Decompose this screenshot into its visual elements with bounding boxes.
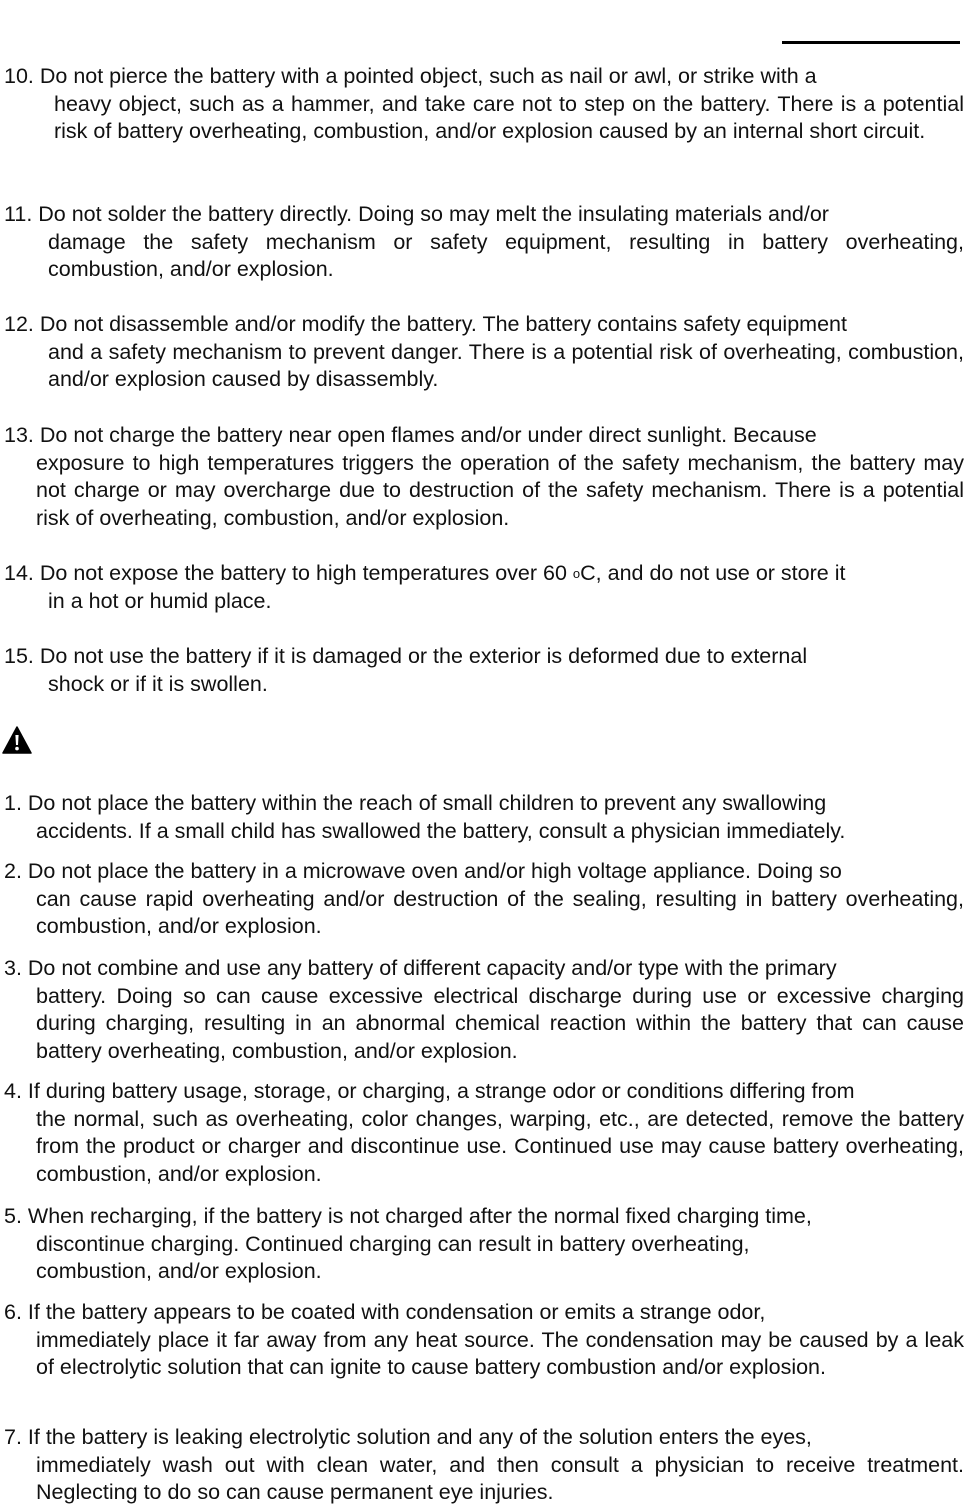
header-rule: [782, 41, 960, 44]
item-continuation: exposure to high temperatures triggers the operation of the safety mechanism, the battery may not charge or may overcharge due to destruction of the safety mechanism. There is a potential risk of overheating, combustion, and/or explosion.: [36, 450, 964, 530]
item-first-line: 14. Do not expose the battery to high temperatures over 60 $^o$C, and do not use or store it: [4, 561, 846, 585]
item-continuation: discontinue charging. Continued charging can result in battery overheating,: [36, 1231, 750, 1256]
caution-item-6: [4, 1299, 964, 1382]
warning-triangle-icon: [2, 726, 32, 754]
item-first-line: 7. If the battery is leaking electrolytic solution and any of the solution enters the eyes,: [4, 1425, 812, 1449]
item-continuation: shock or if it is swollen.: [48, 671, 268, 696]
warning-item-13: [4, 422, 964, 532]
item-first-line: 10. Do not pierce the battery with a pointed object, such as nail or awl, or strike with a: [4, 64, 817, 88]
item-continuation: can cause rapid overheating and/or destruction of the sealing, resulting in battery overheating, combustion, and/or explosion.: [36, 886, 964, 938]
warning-item-14: [4, 560, 964, 615]
item-first-line: 5. When recharging, if the battery is not charged after the normal fixed charging time,: [4, 1204, 812, 1228]
item-continuation: in a hot or humid place.: [48, 588, 272, 613]
item-continuation: accidents. If a small child has swallowed the battery, consult a physician immediately.: [36, 818, 846, 843]
item-continuation-2: combustion, and/or explosion.: [36, 1259, 322, 1283]
caution-item-5: [4, 1203, 964, 1286]
warning-item-12: [4, 311, 964, 394]
item-first-line: 13. Do not charge the battery near open flames and/or under direct sunlight. Because: [4, 423, 817, 447]
degree-superscript: o: [572, 566, 581, 581]
item-first-line: 3. Do not combine and use any battery of different capacity and/or type with the primary: [4, 956, 837, 980]
item-first-line: 15. Do not use the battery if it is damaged or the exterior is deformed due to external: [4, 644, 808, 668]
item-first-line: 4. If during battery usage, storage, or charging, a strange odor or conditions differing from: [4, 1079, 855, 1103]
warning-item-15: [4, 643, 964, 698]
item-continuation: immediately place it far away from any heat source. The condensation may be caused by a leak of electrolytic solution that can ignite to cause battery combustion and/or explosion.: [36, 1327, 964, 1379]
caution-item-4: [4, 1078, 964, 1188]
caution-item-1: [4, 790, 964, 845]
item-continuation: damage the safety mechanism or safety equipment, resulting in battery overheating, combustion, and/or explosion.: [48, 229, 964, 281]
caution-item-7: [4, 1424, 964, 1507]
item-continuation: and a safety mechanism to prevent danger. There is a potential risk of overheating, combustion, and/or explosion caused by disassembly.: [48, 339, 964, 391]
caution-item-3: [4, 955, 964, 1065]
item-continuation: heavy object, such as a hammer, and take care not to step on the battery. There is a potential risk of battery overheating, combustion, and/or explosion caused by an internal short circuit.: [54, 91, 964, 143]
item-first-line: 2. Do not place the battery in a microwave oven and/or high voltage appliance. Doing so: [4, 859, 842, 883]
item-first-line: 6. If the battery appears to be coated with condensation or emits a strange odor,: [4, 1300, 766, 1324]
item-continuation: the normal, such as overheating, color changes, warping, etc., are detected, remove the battery from the product or charger and discontinue use. Continued use may cause battery overheating, combustion, and/or explosion.: [36, 1106, 964, 1186]
caution-item-2: [4, 858, 964, 941]
item-first-line: 11. Do not solder the battery directly. Doing so may melt the insulating materials and/or: [4, 202, 829, 226]
item-first-line: 1. Do not place the battery within the reach of small children to prevent any swallowing: [4, 791, 827, 815]
item-continuation: immediately wash out with clean water, and then consult a physician to receive treatment. Neglecting to do so can cause permanent eye injuries.: [36, 1452, 964, 1504]
warning-item-11: [4, 201, 964, 284]
warning-item-10: [4, 63, 964, 146]
item-continuation: battery. Doing so can cause excessive electrical discharge during use or excessive charging during charging, resulting in an abnormal chemical reaction within the battery that can cause battery overheating, combustion, and/or explosion.: [36, 983, 964, 1063]
item-first-line: 12. Do not disassemble and/or modify the battery. The battery contains safety equipment: [4, 312, 847, 336]
